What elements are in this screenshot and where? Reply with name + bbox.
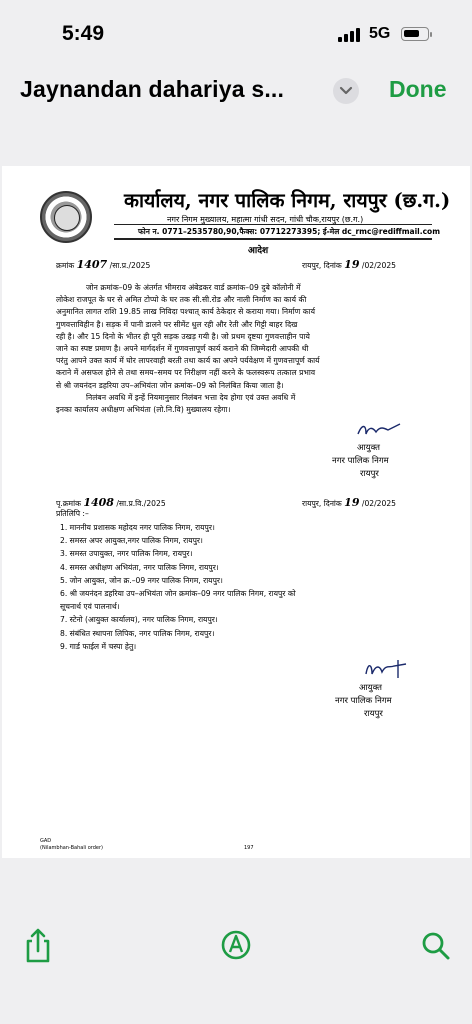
- markup-icon: [216, 925, 256, 965]
- nav-bar: [0, 70, 472, 120]
- copy-list-item: 5. जोन आयुक्त, जोन क्र.–09 नगर पालिक निगम, रायपुर।: [60, 575, 223, 585]
- signature1-org: नगर पालिक निगम: [332, 456, 389, 466]
- signature2-city: रायपुर: [364, 709, 383, 719]
- order-date: रायपुर, दिनांक 19 /02/2025: [302, 258, 397, 271]
- footer-code: GAD: [40, 838, 52, 844]
- signature2-title: आयुक्त: [359, 683, 383, 693]
- status-bar: [0, 0, 472, 70]
- copy-date: रायपुर, दिनांक 19 /02/2025: [302, 496, 397, 509]
- order-body-line: जोन क्रमांक–09 के अंतर्गत भीमराव अंबेडकर वार्ड क्रमांक–09 दुबे कॉलोनी में: [86, 283, 301, 292]
- order-body-line: गुणवत्ताविहीन है। सड़क में पानी डालने पर सीमेंट धुल रही और रेती और गिट्टी बाहर दिख: [56, 319, 298, 329]
- search-button[interactable]: [416, 925, 456, 965]
- status-time: 5:49: [62, 22, 105, 45]
- document-page: [2, 166, 470, 858]
- search-icon: [416, 925, 456, 965]
- signature-2: [362, 658, 412, 682]
- copy-heading: प्रतिलिपि :–: [56, 509, 89, 518]
- order-body-line: अनुमानित लागत राशि 19.85 लाख निविदा पश्चात् कार्य ठेकेदार से कराया गया। निर्माण कार्य: [56, 307, 316, 317]
- order-body-line: निलंबन अवधि में इन्हें नियमानुसार निलंबन भत्ता देय होगा एवं उक्त अवधि में: [86, 392, 296, 402]
- signature-1: [354, 420, 404, 442]
- copy-list-item: 4. समस्त अधीक्षण अभियंता, नगर पालिक निगम, रायपुर।: [60, 562, 219, 572]
- office-contact: फोन न. 0771–2535780,90,फैक्स: 07712273395; ई-मेल dc_rmc@rediffmail.com: [138, 227, 441, 236]
- copy-list-item: 9. गार्ड फाईल में चस्पा हेतु।: [60, 641, 137, 651]
- share-icon: [18, 925, 58, 965]
- order-body-line: जाने का स्पष्ट प्रमाण है। अपने मार्गदर्शन में गुणवत्तापूर्ण कार्य कराने की जिम्मेदारी आपकी थी: [56, 344, 309, 353]
- header-divider-bottom: [114, 238, 432, 240]
- order-body-line: से श्री जयनंदन डहरिया उप–अभियंता जोन क्रमांक–09 को निलंबित किया जाता है।: [56, 380, 284, 390]
- copy-list-item: 6. श्री जयनंदन डहरिया उप–अभियंता जोन क्रमांक–09 नगर पालिक निगम, रायपुर को: [60, 589, 296, 598]
- copy-list-item: 2. समस्त अपर आयुक्त,नगर पालिक निगम, रायपुर।: [60, 536, 203, 546]
- copy-list-item: 7. स्टेनो (आयुक्त कार्यालय), नगर पालिक निगम, रायपुर।: [60, 615, 218, 625]
- order-heading: आदेश: [248, 246, 269, 256]
- footer-page-number: 197: [244, 845, 254, 851]
- network-type: 5G: [369, 25, 391, 42]
- document-title[interactable]: Jaynandan dahariya s...: [20, 76, 285, 102]
- signature2-org: नगर पालिक निगम: [335, 696, 392, 706]
- order-body-line: परंतु आपने उक्त कार्य में घोर लापरवाही बरती तथा कार्य का अपने पर्यवेक्षण में गुणवत्तापूर्ण कार्य: [56, 356, 320, 366]
- copy-number: पृ.क्रमांक 1408 /सा.प्र.वि./2025: [56, 496, 166, 509]
- order-body-line: रही है। और 15 दिनो के भीतर ही पूरी सड़क उखड़ गयी है। जो प्रथम दृष्टया गुणवत्ताहीन पाये: [56, 331, 310, 341]
- copy-list-item: 1. माननीय प्रशासक महोदय नगर पालिक निगम, रायपुर।: [60, 523, 215, 532]
- footer-note: (Nilambhan-Bahali order): [40, 845, 103, 851]
- header-divider: [114, 224, 432, 225]
- done-button[interactable]: Done: [389, 76, 447, 102]
- order-body-line: इनका कार्यालय अधीक्षण अभियंता (लो.नि.वि) मुख्यालय रहेगा।: [56, 405, 231, 414]
- municipal-emblem: [40, 191, 92, 243]
- share-button[interactable]: [18, 925, 58, 965]
- signature1-city: रायपुर: [360, 469, 379, 479]
- title-menu-button[interactable]: [333, 78, 359, 104]
- copy-list-item: सूचनार्थ एवं पालनार्थ।: [60, 602, 120, 612]
- order-number: क्रमांक 1407 /सा.प्र./2025: [56, 258, 151, 271]
- order-body-line: लोकेश राजपूत के घर से अमित टोप्पो के घर तक सी.सी.रोड और नाली निर्माण का कार्य की: [56, 295, 307, 305]
- office-address: नगर निगम मुख्यालय, महात्मा गांधी सदन, गांधी चौक,रायपुर (छ.ग.): [167, 215, 364, 224]
- copy-list-item: 3. समस्त उपायुक्त, नगर पालिक निगम, रायपुर।: [60, 549, 193, 559]
- order-body-line: कराने में असफल होने से तथा समय–समय पर निरीक्षण नहीं करने के फलस्वरूप तत्काल प्रभाव: [56, 368, 316, 378]
- office-title: कार्यालय, नगर पालिक निगम, रायपुर (छ.ग.): [124, 189, 451, 212]
- signature1-title: आयुक्त: [357, 443, 381, 453]
- markup-button[interactable]: [216, 925, 256, 965]
- chevron-down-icon: [339, 86, 353, 96]
- signal-icon: [338, 28, 364, 42]
- battery-icon: [401, 27, 429, 41]
- copy-list-item: 8. संबंधित स्थापना लिपिक, नगर पालिक निगम, रायपुर।: [60, 628, 215, 638]
